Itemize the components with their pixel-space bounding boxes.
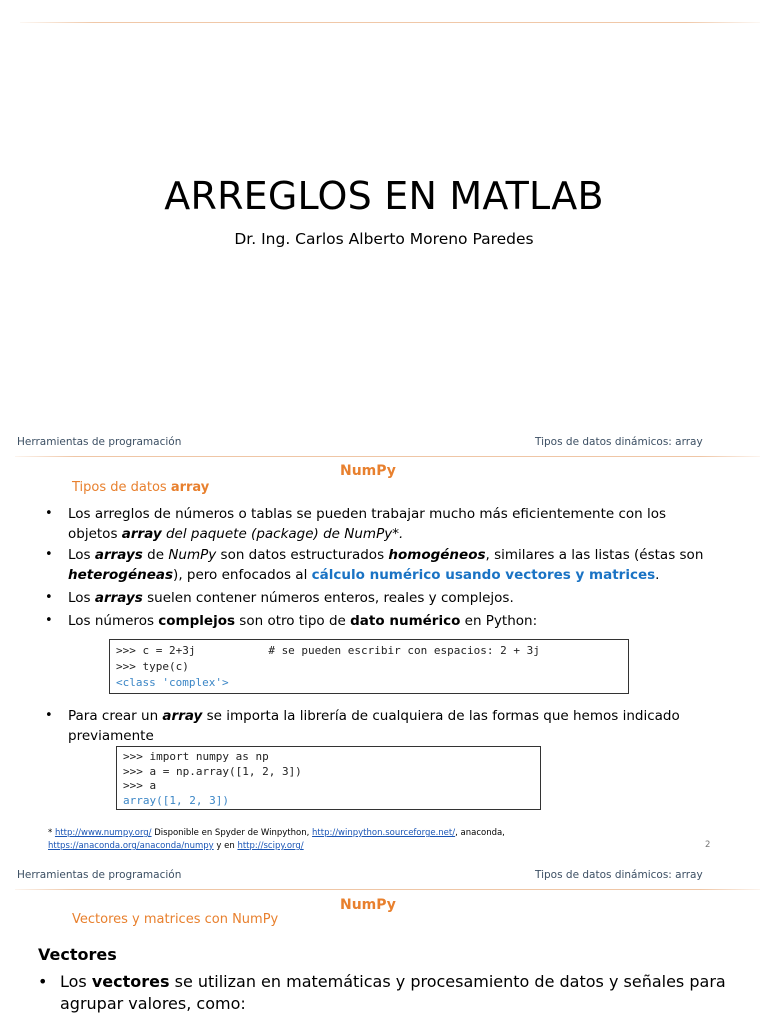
slide2-subtitle: [72, 480, 209, 495]
bullet-dot: •: [45, 506, 53, 521]
link-numpy[interactable]: http://www.numpy.org/: [54, 828, 152, 838]
slide-title: ARREGLOS EN MATLAB: [164, 174, 604, 218]
code-line: >>> type(c): [116, 660, 189, 673]
link-winpython[interactable]: http://winpython.sourceforge.net/: [312, 828, 456, 838]
slide1-top-rule: [20, 22, 760, 23]
page-number: 2: [705, 840, 711, 850]
bullet-3-text: Los arrays suelen contener números enteros, reales y complejos.: [68, 590, 514, 606]
bullet-4: [45, 611, 705, 631]
slide3-subtitle: Vectores y matrices con NumPy: [72, 912, 279, 927]
slide2-header-left: Herramientas de programación: [17, 436, 182, 448]
footnote: * http://www.numpy.org/ Disponible en Spyder de Winpython, http://winpython.sourceforge.net/, anaconda, https://anaconda.org/anaconda/numpy y en http://scipy.org/: [48, 828, 505, 851]
bullet-1: [45, 504, 705, 544]
code-output: <class 'complex'>: [116, 676, 229, 689]
code-block-complex: [109, 639, 629, 694]
bullet-dot: •: [45, 547, 53, 562]
code-output: array([1, 2, 3]): [123, 793, 229, 807]
bullet-2-text: Los arrays de NumPy son datos estructurados homogéneos, similares a las listas (éstas son heterogéneas), pero enfocados al cálculo numérico usando vectores y matrices.: [68, 547, 704, 583]
slide3-header-left: Herramientas de programación: [17, 869, 182, 881]
code-line: >>> c = 2+3j # se pueden escribir con espacios: 2 + 3j: [116, 644, 540, 657]
subtitle-bold: array: [170, 480, 210, 495]
code-block-array: [116, 746, 541, 810]
bullet-3: [45, 588, 705, 608]
code-line: >>> a: [123, 779, 157, 792]
bullet-dot: •: [45, 590, 53, 605]
slide-author: Dr. Ing. Carlos Alberto Moreno Paredes: [234, 230, 534, 248]
section-heading: Vectores: [38, 945, 117, 964]
slide3-header-right: Tipos de datos dinámicos: array: [535, 869, 703, 881]
slide2-header-rule: [15, 456, 760, 457]
bullet-dot: •: [38, 972, 48, 991]
link-scipy[interactable]: http://scipy.org/: [237, 841, 304, 851]
bullet-5: [45, 706, 705, 746]
slide3-numpy-title: NumPy: [340, 897, 396, 913]
slide3-bullet-text: Los vectores se utilizan en matemáticas y procesamiento de datos y señales para agrupar valores, como:: [60, 972, 726, 1013]
bullet-4-text: Los números complejos son otro tipo de dato numérico en Python:: [68, 613, 538, 629]
bullet-2: [45, 545, 705, 585]
slide2-numpy-title: NumPy: [340, 463, 396, 479]
slide2-header-right: Tipos de datos dinámicos: array: [535, 436, 703, 448]
bullet-dot: •: [45, 708, 53, 723]
subtitle-text: Tipos de datos: [72, 480, 171, 495]
slide3-header-rule: [15, 889, 760, 890]
bullet-dot: •: [45, 613, 53, 628]
link-anaconda[interactable]: https://anaconda.org/anaconda/numpy: [48, 841, 214, 851]
bullet-1-text: Los arreglos de números o tablas se pueden trabajar mucho más eficientemente con los objetos array del paquete (package) de NumPy*.: [68, 506, 667, 542]
bullet-5-text: Para crear un array se importa la librería de cualquiera de las formas que hemos indicado previamente: [68, 708, 680, 744]
code-line: >>> a = np.array([1, 2, 3]): [123, 764, 302, 778]
code-line: >>> import numpy as np: [123, 750, 269, 763]
